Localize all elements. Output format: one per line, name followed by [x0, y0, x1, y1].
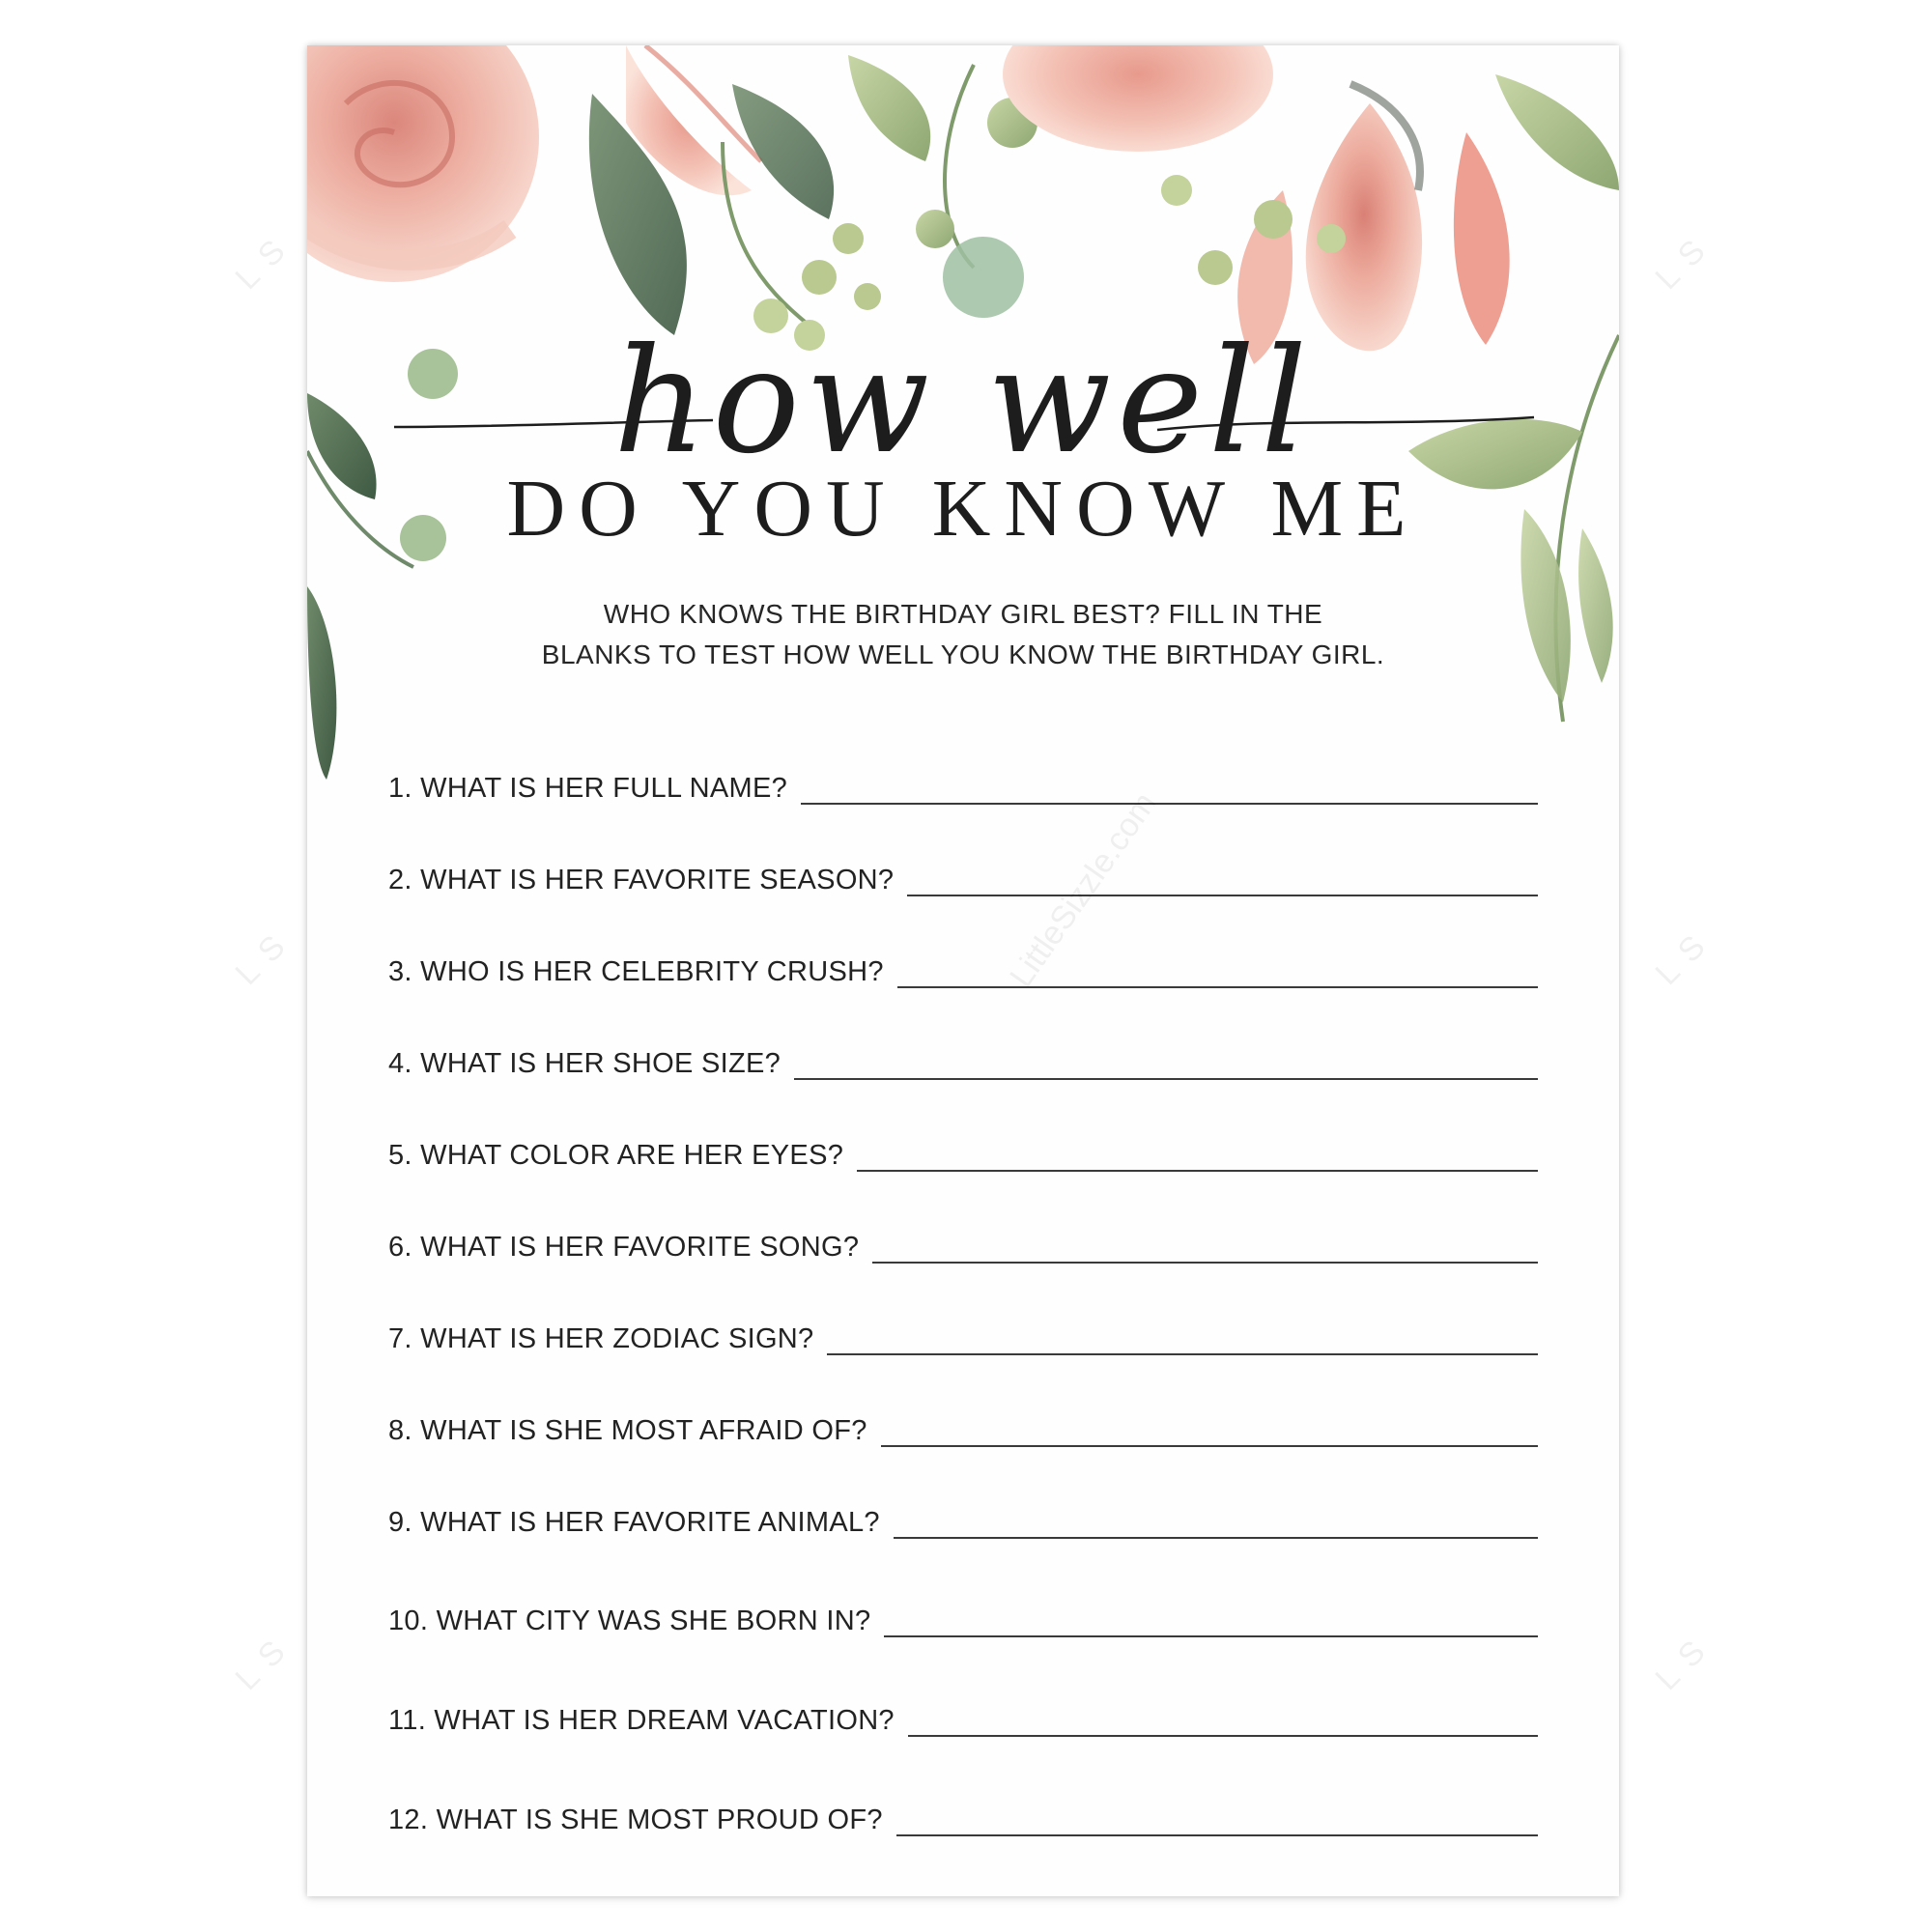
question-row — [388, 760, 1538, 809]
question-row — [388, 1311, 1538, 1359]
question-row — [388, 1403, 1538, 1451]
answer-line[interactable] — [857, 1169, 1538, 1172]
question-row — [388, 944, 1538, 992]
question-row — [388, 1219, 1538, 1267]
question-row — [388, 1593, 1538, 1641]
answer-line[interactable] — [881, 1444, 1538, 1447]
question-row — [388, 1494, 1538, 1543]
answer-line[interactable] — [908, 1734, 1538, 1737]
question-row — [388, 1692, 1538, 1741]
answer-line[interactable] — [884, 1634, 1538, 1637]
question-text: 3. WHO IS HER CELEBRITY CRUSH? — [388, 956, 884, 987]
answer-line[interactable] — [894, 1536, 1538, 1539]
question-text: 4. WHAT IS HER SHOE SIZE? — [388, 1048, 781, 1079]
question-row — [388, 1792, 1538, 1840]
instructions-line-1: WHO KNOWS THE BIRTHDAY GIRL BEST? FILL IN THE — [603, 599, 1323, 629]
answer-line[interactable] — [872, 1261, 1538, 1264]
answer-line[interactable] — [897, 985, 1538, 988]
question-text: 8. WHAT IS SHE MOST AFRAID OF? — [388, 1415, 867, 1446]
script-title-art — [307, 45, 1619, 499]
watermark-mark: LS — [1648, 1624, 1722, 1698]
watermark-mark: LS — [228, 919, 302, 993]
answer-line[interactable] — [896, 1833, 1538, 1836]
question-text: 2. WHAT IS HER FAVORITE SEASON? — [388, 865, 895, 895]
answer-line[interactable] — [801, 802, 1538, 805]
answer-line[interactable] — [907, 894, 1538, 896]
answer-line[interactable] — [827, 1352, 1538, 1355]
site-watermark: LittleSizzle.com — [1003, 785, 1164, 994]
question-text: 6. WHAT IS HER FAVORITE SONG? — [388, 1232, 860, 1263]
question-text: 1. WHAT IS HER FULL NAME? — [388, 773, 788, 804]
question-row — [388, 852, 1538, 900]
question-text: 9. WHAT IS HER FAVORITE ANIMAL? — [388, 1507, 880, 1538]
watermark-mark: LS — [228, 223, 302, 298]
answer-line[interactable] — [794, 1077, 1538, 1080]
script-title: how well — [612, 318, 1314, 486]
title: DO YOU KNOW ME — [506, 464, 1420, 554]
game-card — [307, 45, 1619, 1896]
instructions-line-2: BLANKS TO TEST HOW WELL YOU KNOW THE BIRTHDAY GIRL. — [541, 639, 1385, 669]
watermark-mark: LS — [1648, 919, 1722, 993]
question-text: 11. WHAT IS HER DREAM VACATION? — [388, 1705, 895, 1736]
instructions — [433, 594, 1493, 675]
question-text: 7. WHAT IS HER ZODIAC SIGN? — [388, 1323, 814, 1354]
question-text: 10. WHAT CITY WAS SHE BORN IN? — [388, 1605, 871, 1636]
question-text: 12. WHAT IS SHE MOST PROUD OF? — [388, 1804, 883, 1835]
question-row — [388, 1036, 1538, 1084]
question-row — [388, 1127, 1538, 1176]
watermark-mark: LS — [228, 1624, 302, 1698]
question-text: 5. WHAT COLOR ARE HER EYES? — [388, 1140, 844, 1171]
watermark-mark: LS — [1648, 223, 1722, 298]
